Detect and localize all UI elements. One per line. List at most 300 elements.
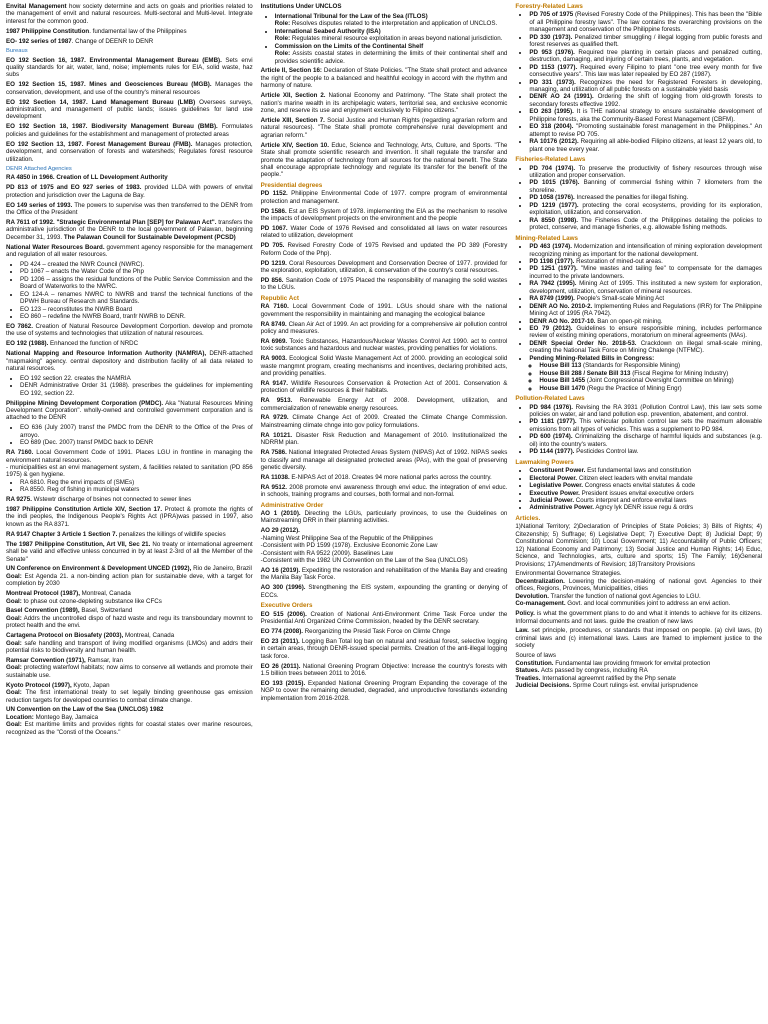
list-item xyxy=(539,362,762,369)
text: Enhanced the function of NRDC xyxy=(50,340,139,348)
term: EO 7862. xyxy=(6,322,33,330)
list-item xyxy=(529,194,762,201)
text: No treaty or international agreement shall be valid and effective unless concurred in by at least 2-3rd of all the Member of the Senate" xyxy=(6,540,253,563)
term: PD 1251 (1977). xyxy=(529,265,578,273)
term: Kyoto Protocol (1997), xyxy=(6,681,72,689)
text: safe handling and transport of living modified organisms (LMOs) and addrs their potential risks to biodiversity and human health. xyxy=(6,639,253,655)
list-item xyxy=(529,243,762,258)
text: Guidelines to ensure responsible mining, includes performance review of existing mining operations, moratorium on mineral agreements (MAs). xyxy=(529,325,762,340)
text: Creation of Natural Resource Development Corportion. develop and promote the use of systems and technologies that utilization of natural resources. xyxy=(6,322,253,338)
term: Goal: xyxy=(6,721,22,729)
section-heading-bureaus: Bureaus xyxy=(6,48,28,55)
text: Courts interpret and enforce envital laws xyxy=(575,497,687,504)
paragraph xyxy=(6,57,253,79)
text: Est Agenda 21. a non-binding action plan for sustainable deve, with a target for completion by 2030 xyxy=(6,572,253,588)
paragraph xyxy=(261,510,508,525)
list-item xyxy=(529,325,762,340)
paragraph xyxy=(6,632,253,654)
term: PD 705. xyxy=(260,242,285,250)
section-heading-executive-orders: Executive Orders xyxy=(260,602,313,610)
term: AO 16 (2019). xyxy=(260,566,301,574)
term: PD 984 (1976). xyxy=(529,403,574,411)
list-item: • EO 860 – redefine the NWRB Board, tranfr NWRB to DENR. xyxy=(20,313,253,320)
text: This vehicular pollution control law sets the maximum allowable emissions from all types of vehicles. This was a supplement to PD 984. xyxy=(529,418,763,433)
term: PD 1067. xyxy=(260,224,288,232)
text: . Change of DEENR to DENR xyxy=(71,37,154,45)
term: PD 1152. xyxy=(260,190,288,198)
paragraph xyxy=(6,123,253,138)
list-item xyxy=(529,340,762,355)
paragraph xyxy=(261,355,508,377)
text: Logging Ban Total log ban on natural and residual forest, selective logging in certain areas, through DENR-issued special permits. Creation of the anti-illegal logging task force. xyxy=(260,637,508,660)
list-item: • EO 192 section 22. creates the NAMRIA xyxy=(20,375,253,382)
term: PD 1153 (1977). xyxy=(529,63,578,71)
list-item xyxy=(529,108,762,123)
term: PD 1144 (1977). xyxy=(529,448,575,456)
section-heading-articles: Articles. xyxy=(515,514,541,522)
bullet-list xyxy=(515,243,762,392)
text: Declaration of State Policies. "The State shall protect and advance the right of the people to a balanced and healthful ecology in accord with the rhythm and harmony of nature. xyxy=(260,67,508,90)
paragraph xyxy=(6,219,253,241)
paragraph xyxy=(261,117,508,139)
list-item xyxy=(529,280,762,295)
term: Role: xyxy=(274,20,291,28)
term: Article II, Section 16: xyxy=(260,67,322,75)
paragraph xyxy=(6,565,253,587)
text: Citizen elect leaders with envital mandate xyxy=(578,474,693,482)
text: Aka "Natural Resources Mining Development Corporation". wholly-owned and controlled government corporation and is attached to the DENR xyxy=(6,399,253,422)
paragraph xyxy=(261,484,508,499)
term: 1987 Philippine Constitution xyxy=(6,27,90,35)
paragraph xyxy=(515,652,762,689)
term: Commission on the Limits of the Continental Shelf xyxy=(274,42,424,50)
text: Lowering the decision-making of national govt. Agencies to their offices, Regions, Provinces, Municipalities, cities xyxy=(515,577,763,593)
term: EO 515 (2006). xyxy=(260,610,307,618)
paragraph xyxy=(6,400,253,422)
bullet-list xyxy=(6,261,253,321)
text: Mining Act of 1995. This instituted a new system for exploration, development, utilization, conservation of mineral resources. xyxy=(529,280,763,295)
paragraph xyxy=(261,680,508,702)
text: Montreal, Canada xyxy=(81,590,131,598)
term: Treaties. xyxy=(515,674,541,682)
paragraph xyxy=(6,38,253,45)
list-item xyxy=(275,13,508,28)
bullet-list xyxy=(515,404,762,456)
term: RA 9003. xyxy=(260,355,287,363)
term: EO 149 series of 1993. xyxy=(6,201,73,209)
list-item xyxy=(529,482,762,489)
section-heading-presidential-degrees: Presidential degrees xyxy=(260,181,323,189)
paragraph xyxy=(261,567,508,582)
list-item xyxy=(539,385,762,392)
text: National Economy and Patrimony. "The State shall protect the nation's marine wealth in its archipelagic waters, territorial sea, and exclusive economic zone, and reserve its use and enjoyment exclusively to Filipino citizens." xyxy=(260,92,508,115)
text: -Naming West Philippine Sea of the Republic of the Philippines xyxy=(260,534,433,542)
term: PD 813 of 1975 and EO 927 series of 1983. xyxy=(6,184,142,192)
bullet-list xyxy=(515,165,762,232)
term: National Mapping and Resource Information Authority (NAMRIA), xyxy=(6,350,207,358)
term: DENR Special Order No. 2018-53. xyxy=(529,339,637,347)
text: provided LLDA with powers of envital protection and jurisdiction over the Laguna de Bay. xyxy=(6,184,253,199)
term: Role: xyxy=(274,50,291,58)
list-item xyxy=(529,303,762,318)
list-item xyxy=(529,258,762,265)
paragraph xyxy=(6,28,253,35)
term: RA 7160. xyxy=(6,449,34,457)
term: RA 9147 Chapter 3 Article 1 Section 7. xyxy=(6,530,118,538)
paragraph xyxy=(6,99,253,121)
paragraph xyxy=(6,531,253,538)
text: Water Code of 1976 Revised and consolidated all laws on water resources related to utilization, development xyxy=(260,224,508,240)
text: National Greening Program Objective: Increase the country's forests with 1.5 billion trees between 2011 to 2016. xyxy=(260,662,508,677)
term: 1987 Philippine Constitution Article XIV, Section 17. xyxy=(6,506,163,513)
paragraph xyxy=(6,141,253,163)
paragraph xyxy=(261,190,508,205)
text: Ramsar, Iran xyxy=(87,656,123,664)
term: Goal: xyxy=(6,572,22,580)
list-item xyxy=(529,418,762,433)
term: EO 79 (2012). xyxy=(529,325,573,333)
text: Increased the penalties for illegal fishing. xyxy=(576,194,689,202)
term: House Bill 1455 xyxy=(539,377,586,385)
bullet-list xyxy=(6,479,253,494)
text: Regulates mineral resource exploitation in areas beyond national jurisdiction. xyxy=(291,35,503,43)
paragraph xyxy=(6,449,253,464)
term: Institutions Under UNCLOS xyxy=(260,3,342,10)
paragraph xyxy=(6,682,253,704)
text: (Regu the Practice of Mining Engr) xyxy=(586,384,682,392)
paragraph xyxy=(6,202,253,217)
paragraph xyxy=(6,541,253,563)
paragraph xyxy=(261,663,508,678)
text: . fundamental law of the Philippines xyxy=(89,27,187,35)
list-item: • PD 1206 – assigns the residual functions of the Public Service Commission and the Board of Waterworks to the NWRC. xyxy=(20,276,253,291)
term: Goal: xyxy=(6,689,22,697)
list-item xyxy=(529,217,762,232)
list-item xyxy=(529,467,762,474)
sub-list xyxy=(529,362,762,392)
paragraph xyxy=(6,184,253,199)
list-item: • EO 689 (Dec. 2007) transf PMDC back to DENR xyxy=(20,439,253,446)
text: Social Justice and Human Rights (regarding agrarian reform and natural resources). "The State shall promote comprehensive rural development and agrarian reform." xyxy=(260,116,508,139)
list-item xyxy=(529,295,762,302)
term: Goal: xyxy=(6,597,22,605)
text: Formulates policies and guidelines for the establishment and management of protected areas xyxy=(6,123,253,138)
text: Criminalizing the discharge of harmful liquids and substances (e.g. oil) into the country's waters. xyxy=(529,433,763,448)
term: Executive Power. xyxy=(529,489,580,497)
list-item xyxy=(529,475,762,482)
paragraph xyxy=(6,607,253,629)
section-heading-attached: DENR Attached Agencies xyxy=(6,165,72,172)
term: Ramsar Convention (1971), xyxy=(6,656,86,664)
text: People's Small-scale Mining Act xyxy=(576,295,665,303)
term: RA 9512. xyxy=(260,483,288,491)
text: Montreal, Canada xyxy=(124,632,175,640)
paragraph xyxy=(6,706,253,736)
text: Strengthening the EIS system, expounding the granting or denying of ECCs. xyxy=(260,584,508,599)
term: UN Conference on Environment & Development UNCED (1992), xyxy=(6,565,192,573)
text: Philippine Environmental Code of 1977. compre program of environmental protection and management. xyxy=(260,190,508,205)
term: RA 10176 (2012). xyxy=(529,138,579,146)
column-1 xyxy=(6,3,253,1024)
text: Disaster Risk Reduction and Management of 2010. Institutionalized the NDRRM plan. xyxy=(260,431,508,447)
term: Basel Convention (1989), xyxy=(6,607,80,615)
bullet-list xyxy=(261,13,508,65)
paragraph xyxy=(6,174,253,181)
paragraph xyxy=(515,570,762,607)
paragraph xyxy=(261,432,508,447)
paragraph xyxy=(261,628,508,635)
text: protecting the coral ecosystems, providing for its exploration, exploitation, utilization, and conservation. xyxy=(529,201,763,217)
term: PD 1219. xyxy=(260,259,287,267)
list-item xyxy=(529,49,762,64)
term: Constituent Power. xyxy=(529,467,586,475)
text: Acts passed by congress, including RA xyxy=(540,667,648,675)
text: Required tree planting in certain places and penalized cutting, destruction, damaging, and injuring of certain trees, plants, and vegetation. xyxy=(529,48,762,64)
term: EO 193 (2015). xyxy=(260,679,306,687)
text: DENR-attached "mapmaking" agency. central depository and distribution facility of all data related to natural resources. xyxy=(6,350,253,372)
text: Banning of commercial fishing within 7 kilometers from the shoreline. xyxy=(529,179,763,194)
text: Ban on open-pit mining. xyxy=(597,317,663,325)
term: UN Convention on the Law of the Sea (UNCLOS) 1982 xyxy=(6,706,164,714)
term: International Seabed Authority (ISA) xyxy=(274,27,381,35)
term: Decentralization. xyxy=(515,577,565,585)
text: Basel, Switzerland xyxy=(81,607,133,615)
text: set principle, procedures, or standards that imposed on people. (a) civil laws, (b) criminal laws and (c) international laws. Laws are framed to implement justice to the society xyxy=(515,627,763,650)
term: Role: xyxy=(274,35,291,43)
text: Source of laws xyxy=(515,652,556,660)
text: To preserve the productivity of fishery resources through wise utilization and proper conservation. xyxy=(529,164,763,179)
text: The first international treaty to set legally binding greenhouse gas emission reduction targets for developed countries to combat climate change. xyxy=(6,689,253,704)
text: Protect & promote the rights of the indi peoples, the Indigenous People's Rights Act (IPRA)was passed in 1997, also known as the RA 8371. xyxy=(6,506,253,528)
text: Revising the RA 3931 (Pollution Control Law), this law sets some policies on water, air and land pollution esp. prevention, abatement, and control. xyxy=(529,403,762,419)
term: RA 7160. xyxy=(260,303,289,311)
term: AO 29 (2012). xyxy=(260,527,300,535)
list-item xyxy=(539,370,762,377)
term: PD 705 of 1975 xyxy=(529,11,574,19)
text: 2008 promote envi awareness through envi educ. the integration of envi educ. in schools, training programs and courses, both formal and non-formal. xyxy=(260,483,508,499)
term: Statues. xyxy=(515,667,540,675)
paragraph xyxy=(261,67,508,89)
list-item xyxy=(529,318,762,325)
text: Kyoto, Japan xyxy=(73,681,110,689)
paragraph xyxy=(261,208,508,223)
term: Pending Mining-Related Bills in Congress: xyxy=(529,354,655,362)
text: (Standards for Responsible Mining) xyxy=(583,362,681,370)
term: Electoral Power. xyxy=(529,474,578,482)
term: EO 192 Section 13, 1987. Forest Management Bureau (FMB). xyxy=(6,140,193,148)
term: House Bill 1470 xyxy=(539,384,586,392)
paragraph xyxy=(261,321,508,336)
term: PD 600 (1974). xyxy=(529,433,573,441)
text: Govt. and local communities joint to address an envi action. xyxy=(567,600,731,608)
bullet-list xyxy=(6,424,253,446)
term: PD 463 (1974). xyxy=(529,243,572,251)
text: National Integrated Protected Areas System (NIPAS) Act of 1992. NIPAS seeks to classify and manage all designated protected areas (PAs), with the goal of preserving genetic diversity. xyxy=(260,449,508,471)
paragraph xyxy=(6,244,253,259)
paragraph xyxy=(261,303,508,318)
list-item xyxy=(529,448,762,455)
list-item xyxy=(529,433,762,448)
text: Restoration of mined-out areas. xyxy=(576,257,663,265)
list-item xyxy=(529,504,762,511)
list-item xyxy=(529,497,762,504)
term: RA 9729. xyxy=(260,414,289,422)
term: PD 953 (1976). xyxy=(529,48,575,56)
text: E-NIPAS Act of 2018. Creates 94 more national parks across the country. xyxy=(291,473,492,481)
term: RA 8749. xyxy=(260,320,287,328)
term: PD 331 (1973). xyxy=(529,78,576,86)
list-item xyxy=(529,79,762,94)
text: Climate Change Act of 2009. Created the Climate Change Commission. Mainstreaming climate chnge into gov policy formulations. xyxy=(260,414,508,429)
text: Sets envi quality standards for air, water, land, noise; implements rules for EIA, solid waste, haz subs xyxy=(6,56,253,79)
term: AO 300 (1996). xyxy=(260,584,306,592)
section-heading-fisheries: Fisheries-Related Laws xyxy=(515,156,586,164)
text: Implementing Rules and Regulations (IRR) for The Philippine Mining Act of 1995 (RA 7942). xyxy=(529,302,762,318)
paragraph xyxy=(261,277,508,292)
text: Pesticides Control law. xyxy=(576,448,639,456)
paragraph xyxy=(261,380,508,395)
text: Wstewtr discharge of bsines not connected to sewer lines xyxy=(33,496,192,504)
term: EO 192 Section 16, 1987. Environmental Management Bureau (EMB). xyxy=(6,56,222,64)
text: Requiring all able-bodied Filipino citizens, at least 12 years old, to plant one tree every year. xyxy=(529,138,762,153)
term: RA 9275. xyxy=(6,496,32,504)
list-item: • EO 636 (July 2007) transf the PMDC from the DENR to the Office of the Pres of arroyo. xyxy=(20,424,253,439)
text: (Revised Forestry Code of the Philippines). This has been the "Bible of all Philippine forestry laws". The law contains the overarching provisions on the management and conservation of the Philippine forests. xyxy=(529,11,763,34)
text: penalizes the killings of wildlife species xyxy=(119,530,226,538)
term: RA 8550 (1998). xyxy=(529,216,578,224)
text: Oversees surveys, administration, and management of public lands; issues guidelines for land use development xyxy=(6,98,253,121)
paragraph xyxy=(6,350,253,372)
text: Congress enacts envital statutes & code xyxy=(584,482,696,490)
list-item xyxy=(529,34,762,49)
term: Location: xyxy=(6,713,34,721)
list-item xyxy=(529,265,762,280)
text: Sprme Court rulings est. envital jurisprudence xyxy=(572,681,698,689)
text: (Fiscal Regime for Mining Industry) xyxy=(632,369,729,377)
text: Local Government Code of 1991. LGUs should share with the national government the responsibility in maintaining and managing the ecological balance xyxy=(260,303,508,318)
text: Clean Air Act of 1999. An act providing for a comprehensive air pollution control policy and measures. xyxy=(260,320,508,335)
text: to phase out ozone-depleting substance like CFCs xyxy=(23,597,162,605)
list-item xyxy=(529,11,762,33)
list-item xyxy=(529,165,762,180)
term: PD 1586. xyxy=(260,207,287,215)
section-heading-lawmaking: Lawmaking Powers xyxy=(515,458,574,466)
bullet-list xyxy=(515,11,762,153)
text: Coral Resources Development and Conservation Decree of 1977. provided for the exploration, exploitation, utilization, & conservation of the country's coral resources. xyxy=(260,259,508,275)
term: House Bill 288 / Senate Bill 313 xyxy=(539,369,631,377)
paragraph xyxy=(261,260,508,275)
text: Modernization and intensification of mining exploration development recognizing mining as important for the national development. xyxy=(529,243,762,258)
term: Administrative Power. xyxy=(529,504,594,512)
term: Devolution. xyxy=(515,592,550,600)
term: National Water Resources Board. xyxy=(6,243,105,251)
text: Toxic Substances, Hazardous/Nuclear Wastes Control Act 1990. act to control toxic substances and hazardous and nuclear wastes, providing penalties for violations. xyxy=(260,337,508,353)
term: PD 1015 (1976). xyxy=(529,179,580,187)
text: Creation of National Anti-Environment Crime Task Force under the Presidential Anti Organized Crime Commission, headed by the DENR secretary. xyxy=(260,610,508,626)
term: DENR AO No. 2017-10. xyxy=(529,317,596,325)
text: Crackdown on illegal small-scale mining, creating the National Task Force on Mining Chalenge (NTFMC). xyxy=(529,339,763,355)
term: Goal: xyxy=(6,639,22,647)
paragraph xyxy=(6,506,253,528)
paragraph xyxy=(261,449,508,471)
paragraph xyxy=(6,657,253,679)
list-item xyxy=(529,138,762,153)
term: EO 774 (2008). xyxy=(260,627,303,635)
text: Expanded National Greening Program Expanding the coverage of the NGP to cover the remaining denuded, degraded, and unproductive forestlands extending implementation from 2016-2028. xyxy=(260,679,508,702)
term: Montreal Protocol (1987), xyxy=(6,590,80,598)
text: Ordering the shift of logging from old-growth forests to secondary forests effective 1992. xyxy=(529,93,763,108)
paragraph xyxy=(261,414,508,429)
term: Goal: xyxy=(6,614,22,622)
list-item xyxy=(529,404,762,419)
term: PD 1181 (1977). xyxy=(529,418,577,426)
term: EO 192 Section 15, 1987. Mines and Geosciences Bureau (MGB). xyxy=(6,81,212,89)
term: RA 7942 (1995). xyxy=(529,280,577,288)
term: RA 9147. xyxy=(260,379,289,387)
term: The 1987 Philippine Constitution, Art VII, Sec 21. xyxy=(6,540,151,548)
term: PD 1198 (1977). xyxy=(529,257,575,265)
term: International Tribunal for the Law of the Sea (ITLOS) xyxy=(274,12,428,20)
term: Envital Management xyxy=(6,3,67,10)
text: Directing the LGUs, particularly provinces, to use the Guidelines on Mainstreaming DRR in their planning activities. xyxy=(260,510,508,525)
text: Environmental Governance Strategies. xyxy=(515,570,622,578)
term: House Bill 113 xyxy=(539,362,582,370)
paragraph xyxy=(261,338,508,353)
term: Article XIV, Section 10. xyxy=(260,141,329,149)
paragraph xyxy=(261,92,508,114)
list-item: • DENR Administrative Order 31 (1988). prescribes the guidelines for implementing EO 192, section 22. xyxy=(20,382,253,397)
term: EO 318 (2004). xyxy=(529,123,574,131)
text: Est an EIS System of 1978. implementing the EIA as the mechanism to resolve the impacts of development projects on the environment and the people xyxy=(260,207,508,223)
text: Fundamental law providing frmwork for envital protection xyxy=(555,659,711,667)
list-item xyxy=(529,490,762,497)
text: -Consistent with PD 1599 (1978). Exclusive Economic Zone Law xyxy=(260,542,438,550)
term: Goal: xyxy=(6,664,22,672)
text: The powers to supervise was then transferred to the DENR from the Office of the President xyxy=(6,201,253,216)
term: Philippine Mining Development Corporation (PMDC). xyxy=(6,399,164,407)
term: DENR AO No. 2010-2. xyxy=(529,302,593,310)
column-3 xyxy=(515,3,762,1024)
term: EO 23 (2011). xyxy=(260,637,300,645)
text: Est maritime limits and provides rights for coastal states over marine resources, recognized as the "Consti of the Oceans." xyxy=(6,721,253,736)
list-item: • RA 6810. Reg the envi impacts of (SMEs) xyxy=(20,479,253,486)
paragraph: 1)National Territory; 2)Declaration of Principles of State Policies; 3) Bills of Rights; 4) Citezenship; 5) Suffrage; 6) Legislative Dept; 7) Executive Dept; 8) Judicial Dept; 9) Constitutional Commision; 10) Local Government; 11) Accountability of Public Officers; 12) National Economy and Patrimony; 13) Social Justice and Human Rights; 14) Educ, Science, and Technologies, arts, culture and sports; 15) The Family; 16)General Provisions; 17)Amendments of Revision; 18)Transitory Provisions xyxy=(515,523,763,568)
text: Educ, Science and Technology, Arts, Culture, and Sports. "The State shall promote scientific research and invention. It shall regulate the transfer and promote the adaptation of technology from all sources for the national benefit. The State shall encourage appropriate technology and regulate its transfer for the benefit of the people." xyxy=(260,141,508,179)
term: Law. xyxy=(515,627,529,635)
bullet-list xyxy=(515,467,762,512)
text: -Consistent with the 1982 UN Convention on the Law of the Sea (UNCLOS) xyxy=(260,557,468,565)
list-item xyxy=(529,93,762,108)
text: protecting waterfowl habitats; now aims to conserve all wetlands and promote their sustainable use. xyxy=(6,664,253,679)
paragraph xyxy=(6,81,253,96)
term: EO 192 Section 18, 1987. Biodiversity Management Bureau (BMB). xyxy=(6,123,218,131)
list-item: • PD 1067 – enacts the Water Code of the Php xyxy=(20,268,253,275)
text: Revised Forestry Code of 1975 Revised and updated the PD 389 (Forestry Reform Code of the Php). xyxy=(260,242,508,257)
section-heading-administrative-order: Administrative Order xyxy=(260,501,324,509)
text: (Joint Congressional Oversight Committee on Mining) xyxy=(586,377,734,385)
term: Judicial Power. xyxy=(529,497,575,504)
list-item xyxy=(529,202,762,217)
term: PD 856. xyxy=(260,276,284,284)
list-item: • PD 424 – created the NWR Council (NWRC). xyxy=(20,261,253,268)
term: RA 8749 (1999). xyxy=(529,295,575,303)
section-heading-pollution: Pollution-Related Laws xyxy=(515,395,585,403)
term: Co-management. xyxy=(515,600,566,608)
term: Article XIII, Section 7. xyxy=(260,116,325,124)
term: RA 7586. xyxy=(260,449,287,457)
list-item: • EO 123 – reconstitutes the NWRB Board xyxy=(20,306,253,313)
term: Cartagena Protocol on Biosafety (2003), xyxy=(6,632,124,640)
